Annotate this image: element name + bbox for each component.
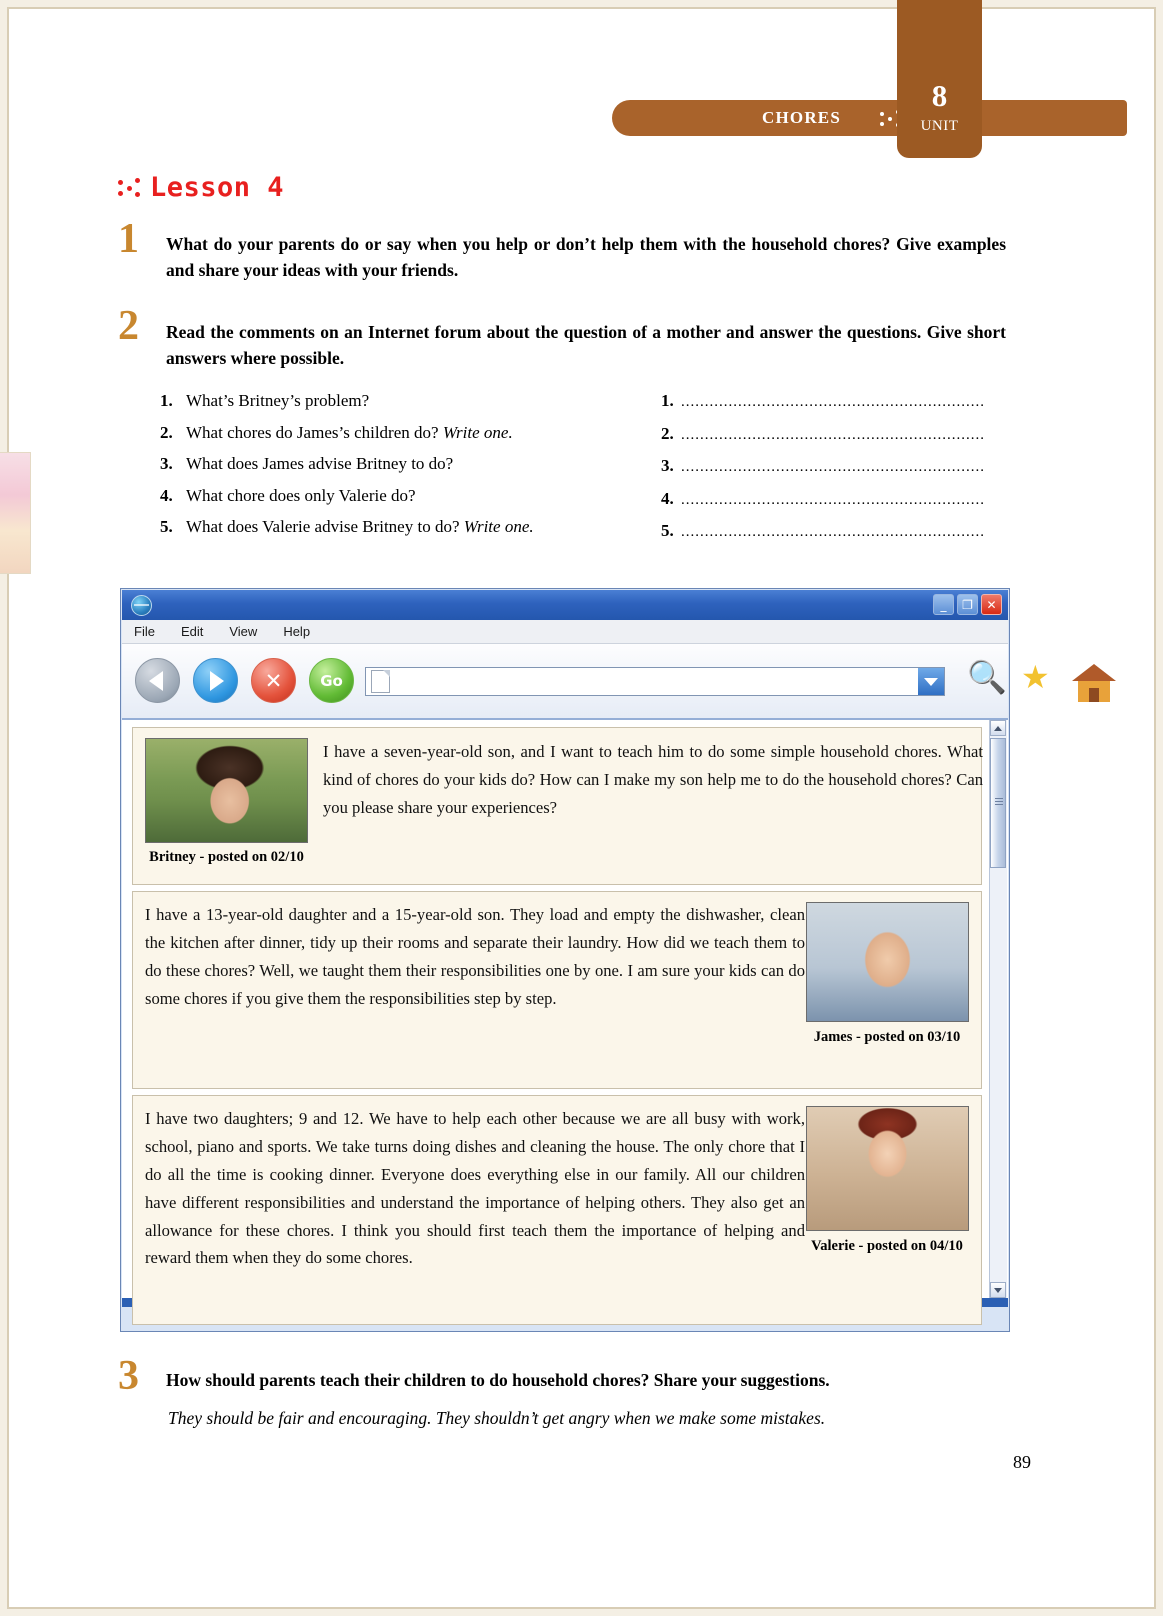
go-button[interactable]: Go (309, 658, 354, 703)
address-dropdown-button[interactable] (918, 668, 944, 695)
question-text: What’s Britney’s problem? (186, 391, 370, 410)
question-item (160, 392, 660, 409)
question-text: What chores do James’s children do? (186, 422, 443, 442)
decorative-photo-strip (0, 452, 31, 574)
unit-word: UNIT (920, 118, 959, 134)
page-number: 89 (1013, 1452, 1031, 1472)
question-italic: Write one. (463, 517, 534, 536)
answer-item[interactable] (661, 522, 1006, 540)
question-text: What chore does only Valerie do? (186, 485, 416, 505)
unit-topic-label: CHORES (762, 108, 841, 127)
menu-item-view[interactable]: View (229, 624, 258, 639)
back-button[interactable] (135, 658, 180, 703)
answer-blank[interactable]: ................................................................ (681, 460, 985, 475)
post-text: I have two daughters; 9 and 12. We have to help each other because we are all busy with work, school, piano and sports. We take turns doing dishes and cleaning the house. The only chore that I do all the time is cooking dinner. Everyone does everything else in our family. All our children have different responsibilities and understand the importance of helping others. They also get an allowance for these chores. I think you should first teach them the importance of helping and reward them when they do some chores. (145, 1109, 805, 1268)
forward-button[interactable] (193, 658, 238, 703)
post-text: I have a 13-year-old daughter and a 15-year-old son. They load and empty the dishwasher, clean the kitchen after dinner, tidy up their rooms and separate their laundry. How did we teach them to do these chores? Well, we taught them their responsibilities one by one. I am sure your kids can do some chores if you give them the responsibilities step by step. (145, 905, 805, 1008)
post-author-caption: James - posted on 03/10 (813, 1029, 961, 1045)
answer-blank[interactable]: ................................................................ (681, 525, 985, 540)
answer-index: 4. (661, 488, 674, 508)
avatar (806, 1106, 969, 1231)
menu-item-edit[interactable]: Edit (180, 624, 204, 639)
exercise-2-text: Read the comments on an Internet forum about the question of a mother and answer the questions. Give short answers where possible. (166, 322, 1006, 368)
answer-blank[interactable]: ................................................................ (681, 395, 985, 410)
answer-item[interactable] (661, 392, 1006, 410)
lesson-dots-icon (118, 178, 140, 198)
search-icon[interactable]: 🔍 (967, 658, 1007, 696)
question-italic: Write one. (442, 422, 513, 442)
question-item (160, 455, 660, 472)
browser-title-bar (122, 590, 1008, 620)
question-index: 2. (160, 422, 173, 442)
answer-index: 5. (661, 521, 674, 540)
close-button[interactable]: ✕ (981, 594, 1002, 615)
menu-item-help[interactable]: Help (283, 624, 311, 639)
answer-list (661, 392, 1006, 555)
unit-topic-bar (612, 100, 1127, 136)
vertical-scrollbar[interactable] (989, 720, 1007, 1298)
answer-index: 2. (661, 423, 674, 443)
browser-toolbar (122, 644, 1050, 720)
post-author-caption: Britney - posted on 02/10 (149, 849, 304, 865)
exercise-3-number: 3 (118, 1353, 139, 1399)
browser-menu-bar (122, 620, 1008, 644)
address-input[interactable] (396, 673, 918, 691)
post-author-caption: Valerie - posted on 04/10 (811, 1238, 963, 1254)
scrollbar-thumb[interactable] (990, 738, 1006, 868)
home-icon[interactable] (1072, 664, 1116, 702)
maximize-button[interactable]: ❐ (957, 594, 978, 615)
answer-index: 1. (661, 391, 674, 410)
answer-item[interactable] (661, 490, 1006, 508)
question-item (160, 487, 660, 504)
unit-tab (897, 0, 982, 158)
forum-post (132, 891, 982, 1089)
question-index: 3. (160, 454, 173, 473)
globe-icon (131, 595, 152, 616)
question-text: What does James advise Britney to do? (186, 454, 454, 473)
question-index: 5. (160, 517, 173, 536)
favorites-star-icon[interactable]: ★ (1021, 658, 1050, 696)
menu-item-file[interactable]: File (134, 624, 155, 639)
forum-post (132, 727, 982, 885)
scroll-down-button[interactable] (990, 1282, 1006, 1298)
answer-index: 3. (661, 456, 674, 475)
browser-content (122, 720, 1008, 1307)
window-controls (933, 594, 1002, 615)
question-index: 1. (160, 391, 173, 410)
question-list (160, 392, 660, 550)
exercise-1-text: What do your parents do or say when you help or don’t help them with the household chores? Give examples and share your ideas with your friends. (166, 234, 1006, 280)
question-text: What does Valerie advise Britney to do? (186, 517, 464, 536)
address-bar[interactable] (365, 667, 945, 696)
unit-number: 8 (931, 78, 948, 113)
answer-item[interactable] (661, 425, 1006, 443)
sample-answer: They should be fair and encouraging. They shouldn’t get angry when we make some mistakes. (168, 1408, 826, 1428)
forum-post (132, 1095, 982, 1325)
answer-blank[interactable]: ................................................................ (681, 427, 985, 443)
exercise-2-number: 2 (118, 303, 139, 349)
avatar (806, 902, 969, 1022)
answer-blank[interactable]: ................................................................ (681, 492, 985, 508)
question-index: 4. (160, 485, 173, 505)
page-icon (371, 670, 390, 693)
question-item (160, 518, 660, 535)
answer-item[interactable] (661, 457, 1006, 475)
minimize-button[interactable]: _ (933, 594, 954, 615)
post-text: I have a seven-year-old son, and I want to teach him to do some simple household chores. What kind of chores do your kids do? How can I make my son help me to do the household chores? Can you please share your experiences? (323, 742, 983, 817)
exercise-1-number: 1 (118, 216, 139, 262)
browser-window (120, 588, 1050, 1332)
scroll-up-button[interactable] (990, 720, 1006, 736)
exercise-3-text: How should parents teach their children to do household chores? Share your suggestions. (166, 1370, 830, 1390)
avatar (145, 738, 308, 843)
stop-button[interactable]: ✕ (251, 658, 296, 703)
question-item (160, 424, 660, 441)
lesson-title: Lesson 4 (150, 172, 285, 203)
